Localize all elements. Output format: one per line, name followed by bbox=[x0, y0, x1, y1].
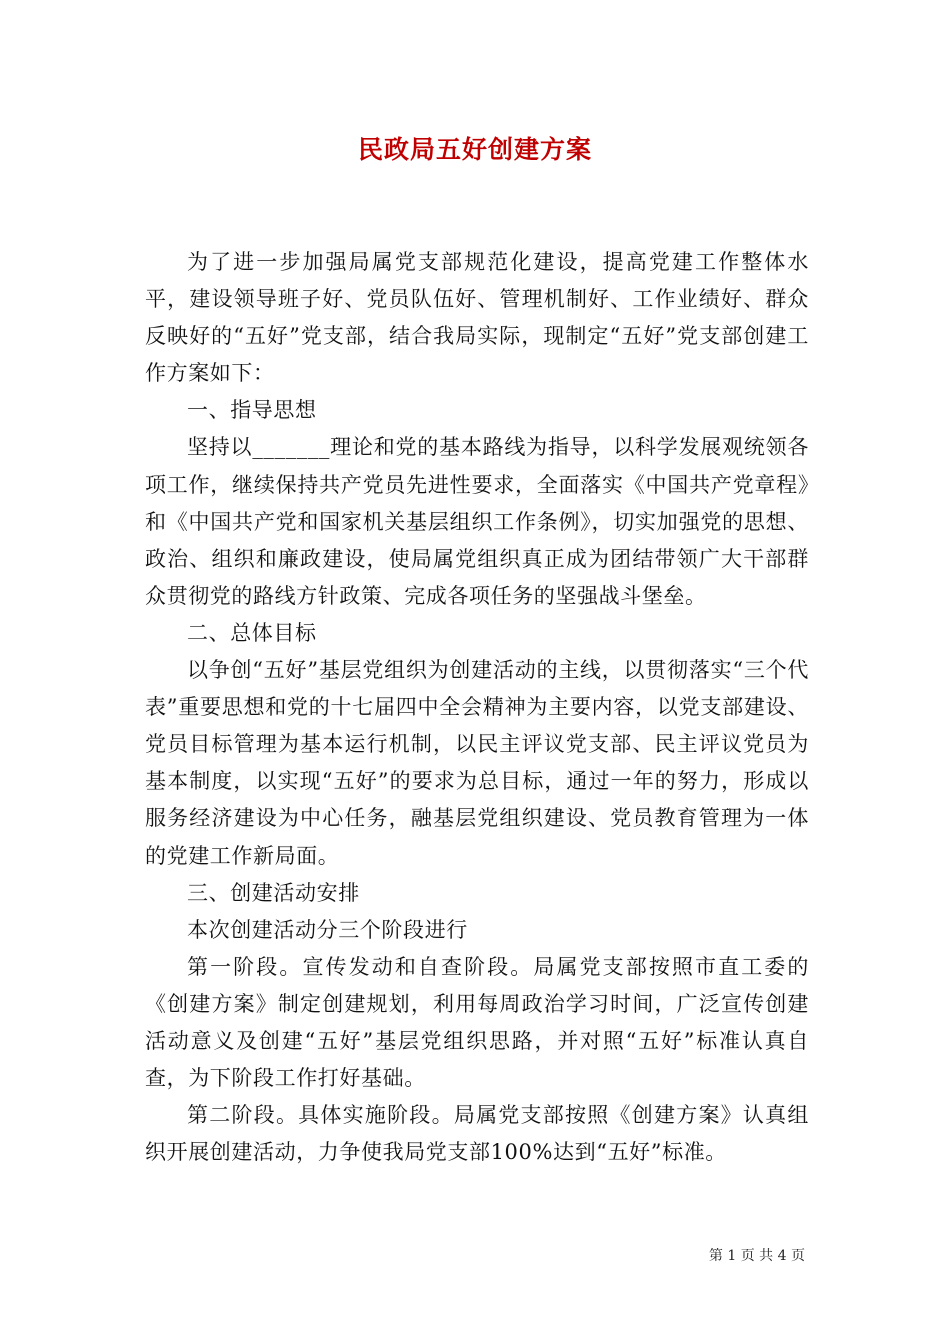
intro-paragraph: 为了进一步加强局属党支部规范化建设，提高党建工作整体水平，建设领导班子好、党员队伍好、管理机制好、工作业绩好、群众反映好的“五好”党支部，结合我局实际，现制定“五好”党支部创建工作方案如下： bbox=[145, 250, 809, 386]
stages-intro-paragraph: 本次创建活动分三个阶段进行 bbox=[187, 917, 468, 942]
document-body bbox=[145, 244, 809, 1171]
section-heading-overall-goal: 二、总体目标 bbox=[187, 620, 317, 645]
guiding-ideology-paragraph: 坚持以_______理论和党的基本路线为指导，以科学发展观统领各项工作，继续保持共产党员先进性要求，全面落实《中国共产党章程》和《中国共产党和国家机关基层组织工作条例》，切实加强党的思想、政治、组织和廉政建设，使局属党组织真正成为团结带领广大干部群众贯彻党的路线方针政策、完成各项任务的坚强战斗堡垒。 bbox=[145, 435, 809, 608]
stage-two-paragraph: 第二阶段。具体实施阶段。局属党支部按照《创建方案》认真组织开展创建活动，力争使我局党支部100%达到“五好”标准。 bbox=[145, 1103, 809, 1165]
document-title: 民政局五好创建方案 bbox=[357, 135, 592, 164]
section-heading-activity-arrangement: 三、创建活动安排 bbox=[187, 880, 360, 905]
section-heading-guiding-ideology: 一、指导思想 bbox=[187, 398, 317, 423]
overall-goal-paragraph: 以争创“五好”基层党组织为创建活动的主线，以贯彻落实“三个代表”重要思想和党的十七届四中全会精神为主要内容，以党支部建设、党员目标管理为基本运行机制，以民主评议党支部、民主评议党员为基本制度，以实现“五好”的要求为总目标，通过一年的努力，形成以服务经济建设为中心任务，融基层党组织建设、党员教育管理为一体的党建工作新局面。 bbox=[145, 658, 809, 868]
page-number-footer: 第 1 页 共 4 页 bbox=[708, 1248, 805, 1264]
stage-one-paragraph: 第一阶段。宣传发动和自查阶段。局属党支部按照市直工委的《创建方案》制定创建规划，利用每周政治学习时间，广泛宣传创建活动意义及创建“五好”基层党组织思路，并对照“五好”标准认真自查，为下阶段工作打好基础。 bbox=[145, 954, 809, 1091]
